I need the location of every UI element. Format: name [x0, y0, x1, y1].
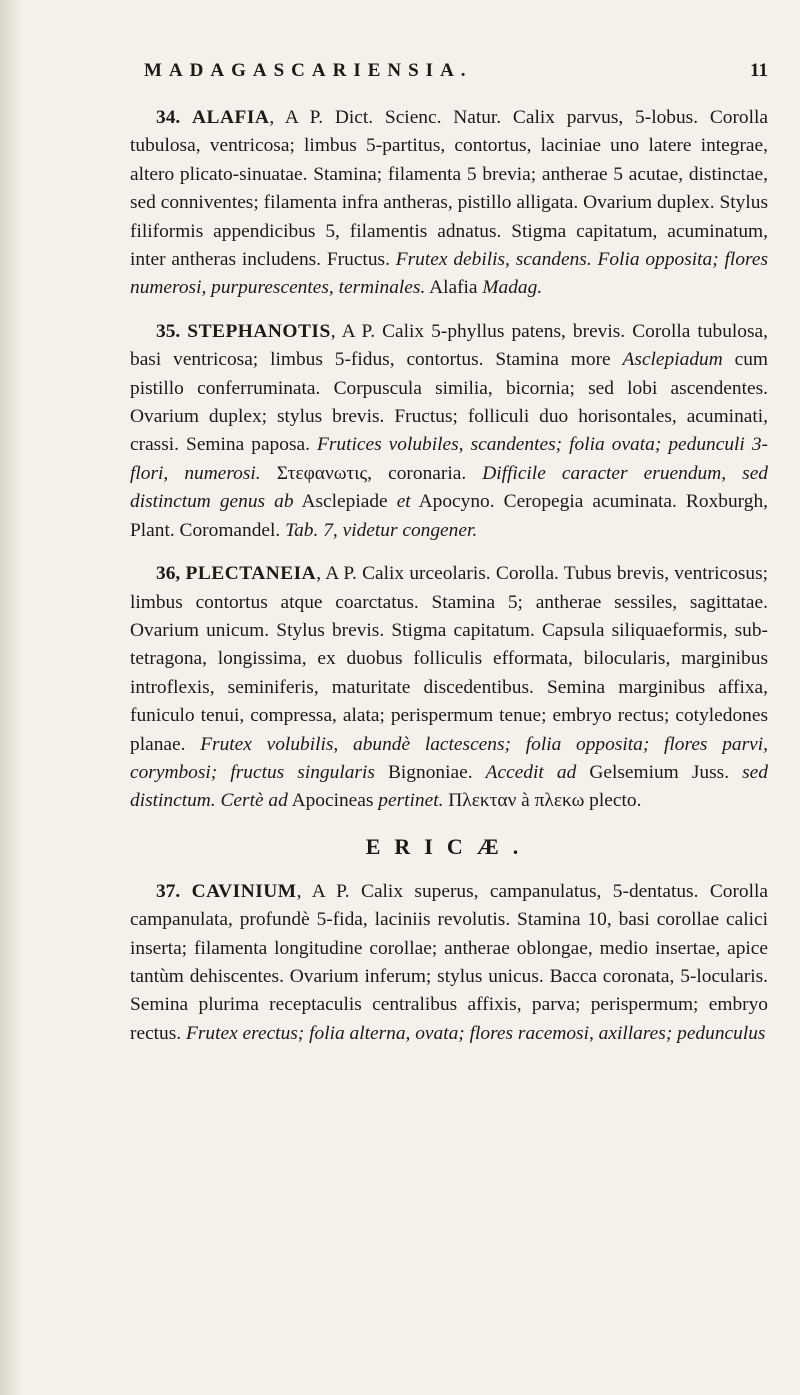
italic-text: Frutex debilis, scandens. Folia opposita; flores numerosi, purpurescentes, terminales.	[130, 249, 768, 299]
entry-text: Πλεκταν à πλεκω plecto.	[443, 790, 642, 812]
italic-text: Frutex erectus; folia alterna, ovata; flores racemosi, axillares; pedunculus	[186, 1022, 766, 1044]
entries-list	[130, 104, 768, 816]
italic-text: sed distinctum. Certè ad	[130, 761, 768, 812]
entry-text: Alafia	[425, 277, 483, 299]
page-number: 11	[750, 60, 768, 81]
entry-text: Bignoniae.	[374, 761, 486, 783]
entries-list-after	[130, 878, 768, 1048]
entry-text: , A P. Calix 5-phyllus patens, brevis. Corolla tubulosa, basi ventricosa; limbus 5-fidus, contortus. Stamina more	[130, 320, 768, 371]
entry-text: Apocyno. Ceropegia acuminata. Roxburgh, Plant. Coromandel.	[130, 491, 768, 541]
entry-number: 36,	[156, 563, 186, 585]
genus-entry	[130, 560, 768, 816]
entry-text: , A P. Calix urceolaris. Corolla. Tubus brevis, ventricosus; limbus contortus atque coarctatus. Stamina 5; antherae sessiles, sagittatae. Ovarium unicum. Stylus brevis. Stigma capitatum. Capsula siliquaeformis, sub-tetragona, longissima, ex duobus folliculis efformata, bilocularis, marginibus introflexis, seminiferis, maturitate discedentibus. Semina marginibus affixa, funiculo tenui, compressa, alata; perispermum tenue; embryo rectus; cotyledones planae.	[130, 563, 768, 755]
italic-text: Difficile caracter eruendum, sed distinctum genus ab	[130, 462, 769, 513]
genus-entry	[130, 318, 768, 545]
italic-text: Madag.	[482, 277, 543, 299]
italic-text: Frutices volubiles, scandentes; folia ovata; pedunculi 3-flori, numerosi.	[130, 434, 768, 484]
entry-number: 35.	[156, 320, 188, 342]
running-title: MADAGASCARIENSIA.	[144, 60, 473, 81]
entry-text: , A P. Dict. Scienc. Natur. Calix parvus, 5-lobus. Corolla tubulosa, ventricosa; limbus 5-partitus, contortus, laciniae uno latere integrae, altero plicato-sinuatae. Stamina; filamenta 5 brevia; antherae 5 acutae, distinctae, sed conniventes; filamenta infra antheras, pistillo alligata. Ovarium duplex. Stylus filiformis appendicibus 5, filamentis adnatus. Stigma capitatum, acuminatum, inter antheras includens. Fructus.	[130, 107, 769, 271]
entry-text: cum pistillo conferruminata. Corpuscula similia, bicornia; sed lobi ascendentes. Ovarium duplex; stylus brevis. Fructus; folliculi duo horisontales, acuminati, crassi. Semina paposa.	[130, 349, 768, 456]
italic-text: Frutex volubilis, abundè lactescens; folia opposita; flores parvi, corymbosi; fructus singularis	[130, 733, 769, 783]
entry-number: 37.	[156, 880, 192, 902]
italic-text: et	[396, 491, 411, 513]
genus-entry	[130, 104, 768, 303]
section-heading: ERICÆ.	[365, 833, 533, 859]
italic-text: pertinet.	[378, 790, 444, 812]
entry-text: , A P. Calix superus, campanulatus, 5-dentatus. Corolla campanulata, profundè 5-fida, laciniis revolutis. Stamina 10, basi corollae calici inserta; filamenta longitudine corollae; antherae oblongae, medio insertae, apice tantùm dehiscentes. Ovarium inferum; stylus unicus. Bacca coronata, 5-locularis. Semina plurima receptaculis centralibus affixis, parva; perispermum; embryo rectus.	[130, 880, 768, 1044]
entry-number: 34.	[156, 107, 193, 128]
genus-name: PLECTANEIA	[185, 563, 317, 585]
italic-text: Asclepiadum	[622, 349, 723, 371]
entry-text: Asclepiade	[293, 491, 397, 513]
genus-name: STEPHANOTIS	[187, 320, 331, 342]
entry-text: Στεφανωτις, coronaria.	[260, 462, 483, 484]
running-head	[130, 56, 768, 86]
genus-name: ALAFIA	[192, 107, 270, 128]
italic-text: Tab. 7, videtur congener.	[285, 519, 478, 541]
entry-text: Apocineas	[287, 790, 379, 812]
page-edge-shadow	[0, 0, 22, 1395]
genus-entry	[130, 878, 768, 1048]
entry-text: Gelsemium Juss.	[576, 761, 743, 783]
italic-text: Accedit ad	[485, 761, 577, 783]
genus-name: CAVINIUM	[191, 880, 297, 902]
